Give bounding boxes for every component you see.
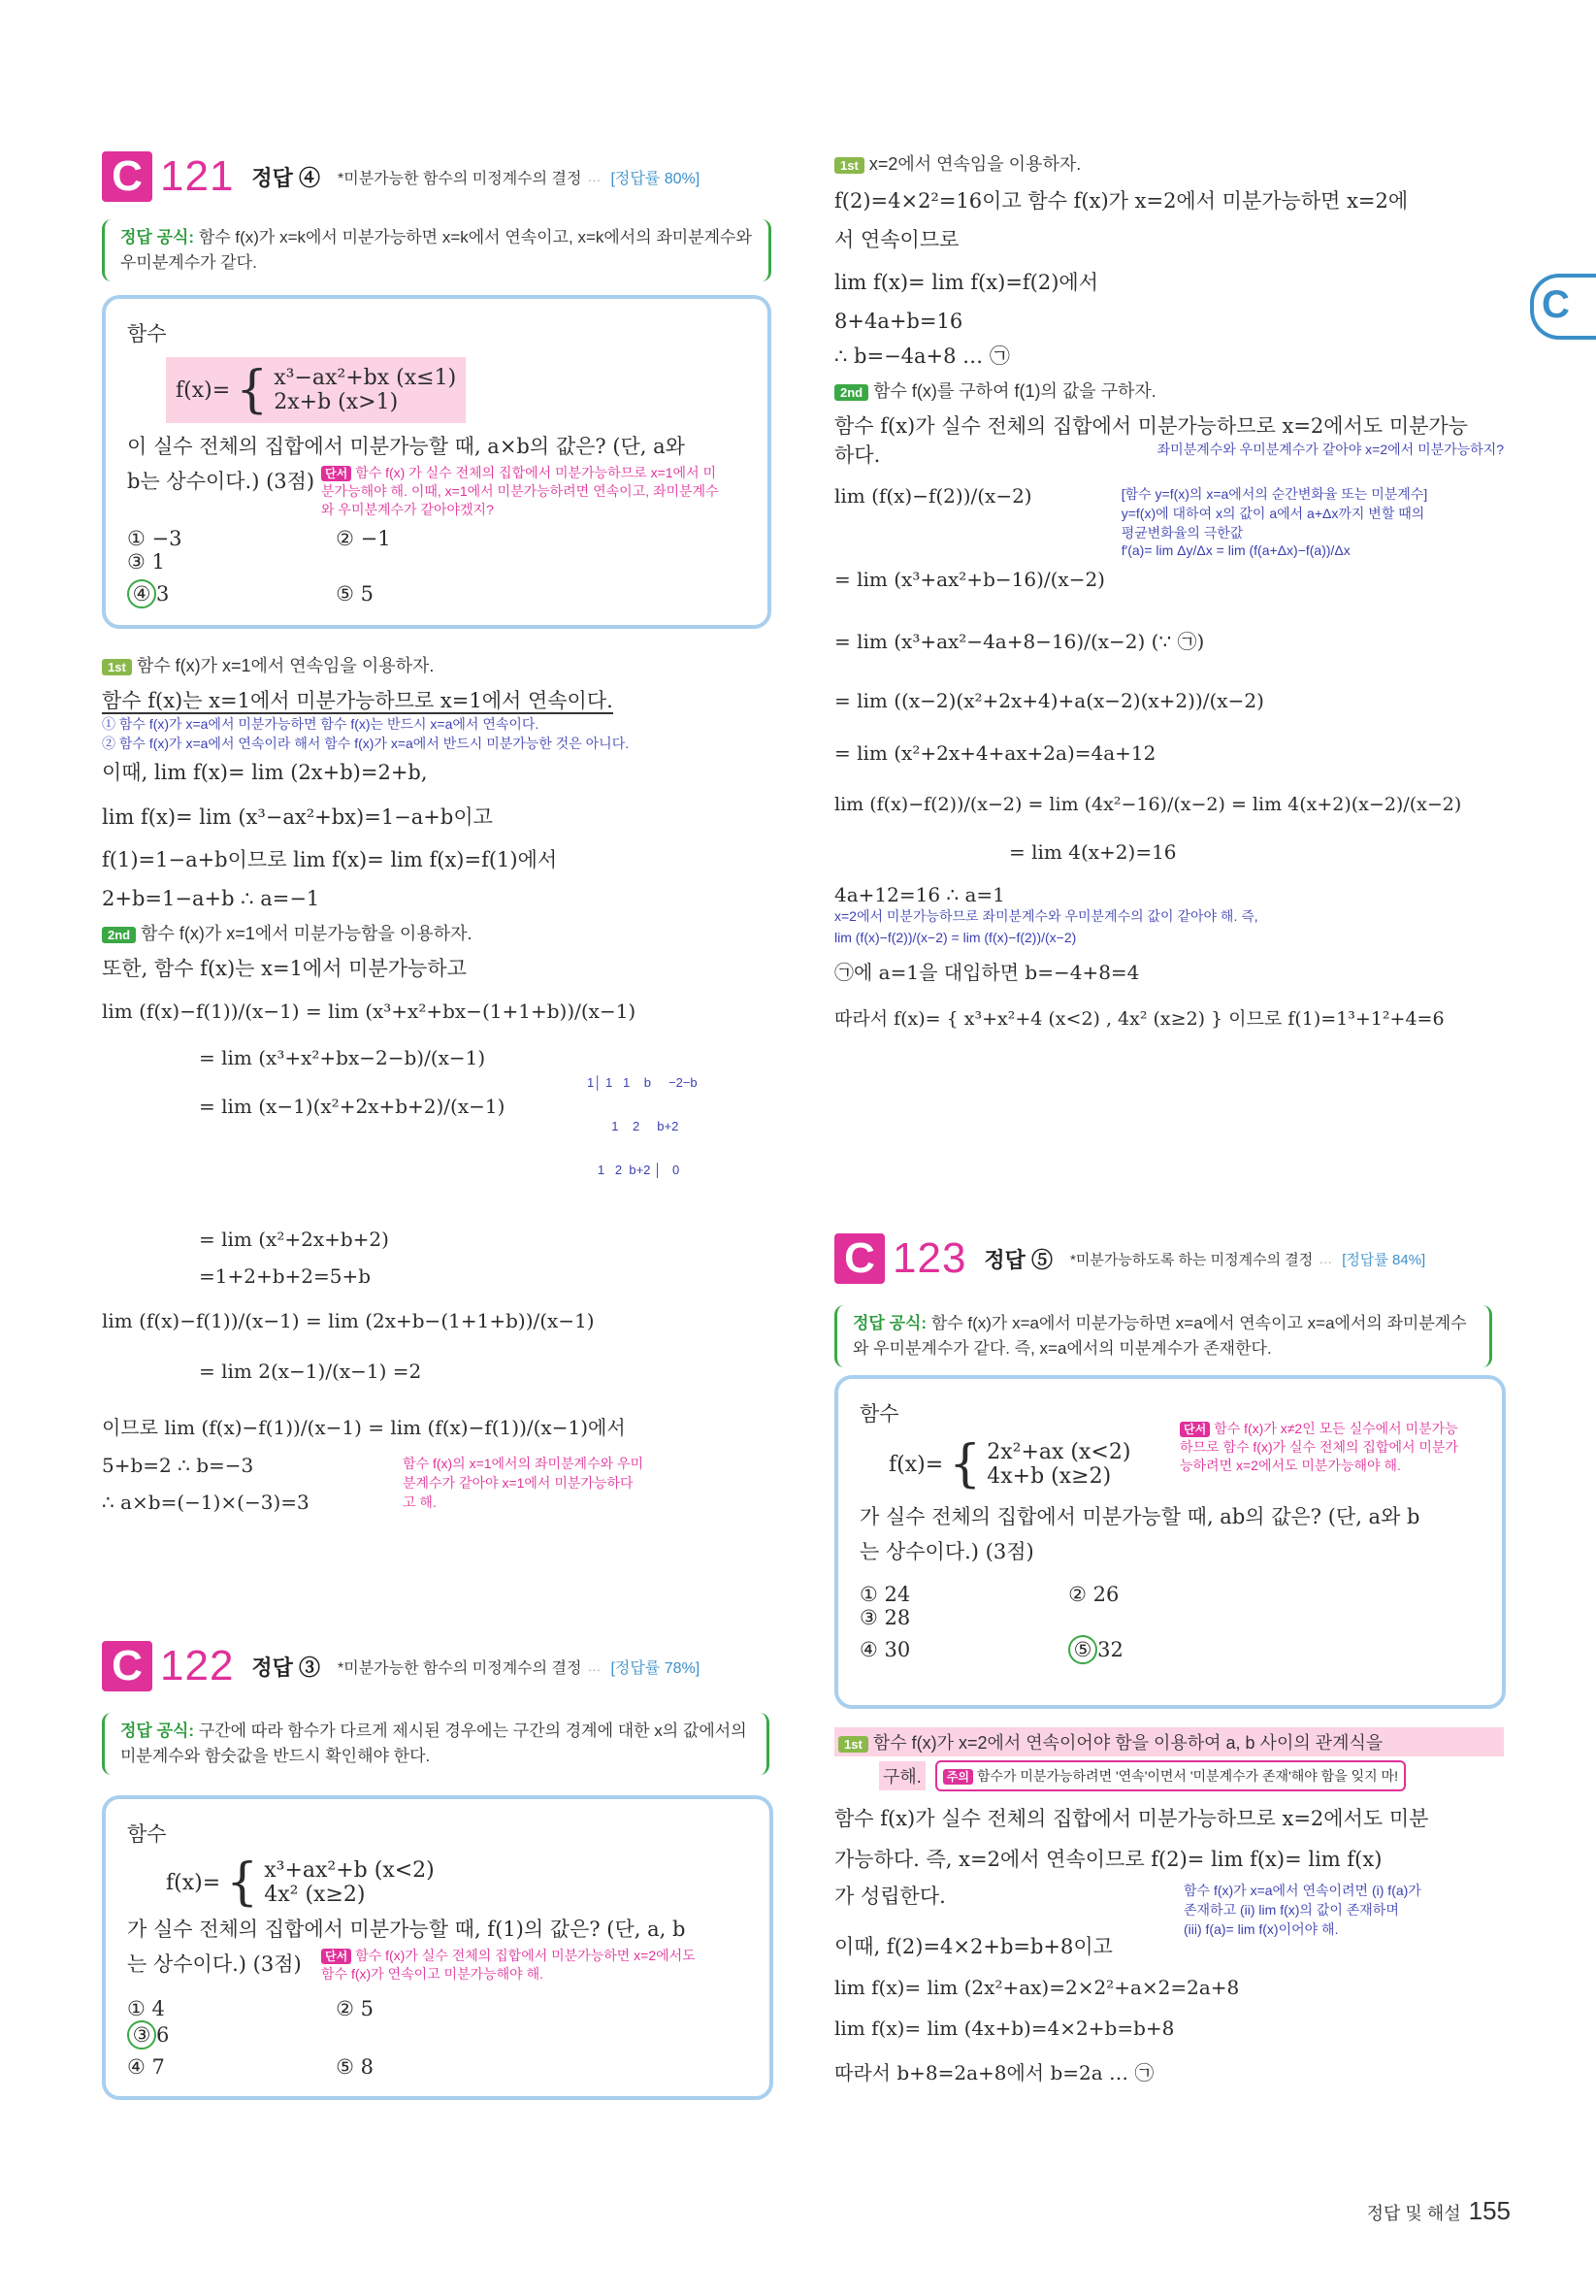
q121-piece1: x³−ax²+bx (x≤1)	[274, 366, 457, 390]
q121-l15: ∴ a×b=(−1)×(−3)=3	[102, 1491, 309, 1514]
q122-r12: = lim (x²+2x+4+ax+2a)=4a+12	[834, 741, 1156, 765]
q123-answer: 정답 ⑤	[984, 1247, 1054, 1272]
q122-badge: C	[102, 1641, 152, 1691]
q122-r15: 4a+12=16 ∴ a=1	[834, 883, 1005, 906]
q123-hint	[1180, 1420, 1461, 1493]
q121-l3: f(1)=1−a+b이므로 lim f(x)= lim f(x)=f(1)에서	[102, 848, 558, 871]
q121-formula-text: 함수 f(x)가 x=k에서 미분가능하면 x=k에서 연속이고, x=k에서의 좌미분계수와 우미분계수가 같다.	[120, 228, 752, 272]
q123-step1b: 구해.	[879, 1761, 926, 1790]
q123-solution	[834, 1727, 1504, 2085]
q123-badge: C	[834, 1233, 885, 1284]
q123-step1: 함수 f(x)가 x=2에서 연속이어야 함을 이용하여 a, b 사이의 관계식을	[872, 1733, 1384, 1753]
q122-answer: 정답 ③	[251, 1655, 321, 1680]
q123-choice-5-value: 32	[1097, 1638, 1124, 1661]
q121-badge: C	[102, 151, 152, 202]
q121-l7: = lim (x³+x²+bx−2−b)/(x−1)	[199, 1046, 486, 1069]
q122-choice-1[interactable]: ① 4	[127, 1997, 165, 2020]
q122-r8n1: [함수 y=f(x)의 x=a에서의 순간변화율 또는 미분계수]	[1121, 486, 1428, 502]
q121-answer: 정답 ④	[251, 165, 321, 190]
page-number: 155	[1468, 2196, 1511, 2225]
q123-header: C 123 정답 ⑤ *미분가능하도록 하는 미정계수의 결정 … [정답률 84%]	[834, 1228, 1425, 1290]
q123-t5: lim f(x)= lim (2x²+ax)=2×2²+a×2=2a+8	[834, 1976, 1240, 1999]
q123-hint-text: 함수 f(x)가 x≠2인 모든 실수에서 미분가능하므로 함수 f(x)가 실수 전체의 집합에서 미분가능하려면 x=2에서도 미분가능해야 해.	[1180, 1421, 1458, 1473]
q122-choice-3[interactable]	[127, 2020, 331, 2050]
q121-hint	[321, 464, 729, 519]
q123-formula-text: 함수 f(x)가 x=a에서 미분가능하면 x=a에서 연속이고 x=a에서의 좌미분계수와 우미분계수가 같다. 즉, x=a에서의 미분계수가 존재한다.	[853, 1314, 1467, 1358]
q121-text1: 이 실수 전체의 집합에서 미분가능할 때, a×b의 값은? (단, a와	[127, 435, 685, 458]
q121-question-box	[102, 295, 771, 629]
q122-hint	[321, 1947, 709, 1984]
q122-choice-5[interactable]: ⑤ 8	[336, 2055, 374, 2079]
q123-t4: 이때, f(2)=4×2+b=b+8이고	[834, 1935, 1113, 1958]
section-c-tab: C	[1530, 274, 1596, 340]
q122-derivative-note	[1122, 484, 1504, 558]
q123-t1: 함수 f(x)가 실수 전체의 집합에서 미분가능하므로 x=2에서도 미분	[834, 1807, 1429, 1830]
q123-text2: 는 상수이다.) (3점)	[860, 1540, 1034, 1563]
q121-end-note: 함수 f(x)의 x=1에서의 좌미분계수와 우미분계수가 같아야 x=1에서 미분가능하다고 해.	[403, 1456, 644, 1510]
q123-question-box	[834, 1375, 1506, 1709]
q122-r1: f(2)=4×2²=16이고 함수 f(x)가 x=2에서 미분가능하면 x=2에	[834, 189, 1409, 213]
q121-step2: 함수 f(x)가 x=1에서 미분가능함을 이용하자.	[141, 924, 472, 943]
q122-r11: = lim ((x−2)(x²+2x+4)+a(x−2)(x+2))/(x−2)	[834, 689, 1264, 712]
q122-r6: 함수 f(x)가 실수 전체의 집합에서 미분가능하므로 x=2에서도 미분가능	[834, 414, 1468, 438]
q122-header: C 122 정답 ③ *미분가능한 함수의 미정계수의 결정 … [정답률 78%]	[102, 1635, 700, 1697]
q122-choice-3-value: 6	[156, 2023, 170, 2047]
q122-formula-label: 정답 공식:	[120, 1722, 195, 1740]
q121-topic: *미분가능한 함수의 미정계수의 결정	[338, 170, 582, 187]
q122-choice-2[interactable]: ② 5	[336, 1997, 374, 2020]
q122-r9: = lim (x³+ax²+b−16)/(x−2)	[834, 568, 1105, 591]
q123-t6: lim f(x)= lim (4x+b)=4×2+b=b+8	[834, 2017, 1175, 2040]
q122-question-box	[102, 1795, 773, 2100]
q121-intro: 함수	[127, 322, 167, 345]
q122-hint-text: 함수 f(x)가 실수 전체의 집합에서 미분가능하면 x=2에서도 함수 f(x)가 연속이고 미분가능해야 해.	[321, 1948, 696, 1982]
q121-synth-row3: 1 2 b+2 │ 0	[587, 1163, 680, 1177]
q122-r5: ∴ b=−4a+8 … ㉠	[834, 344, 1010, 368]
q121-choice-4[interactable]	[127, 579, 331, 608]
q121-l8: = lim (x−1)(x²+2x+b+2)/(x−1)	[199, 1095, 505, 1118]
q121-l6: lim (f(x)−f(1))/(x−1) = lim (x³+x²+bx−(1+1+b))/(x−1)	[102, 1000, 636, 1023]
q121-number: 121	[160, 152, 235, 200]
q122-step2: 함수 f(x)를 구하여 f(1)의 값을 구하자.	[873, 381, 1156, 401]
q122-text2: 는 상수이다.) (3점)	[127, 1952, 302, 1976]
q121-formula-label: 정답 공식:	[120, 228, 195, 246]
q122-hint-tag: 단서	[321, 1949, 351, 1964]
q123-continuity-note	[1184, 1881, 1494, 1960]
q122-formula	[102, 1713, 769, 1775]
q122-fx: f(x)=	[166, 1870, 221, 1895]
q122-r4: 8+4a+b=16	[834, 310, 963, 333]
q122-r8n3: 평균변화율의 극한값	[1121, 525, 1244, 541]
q121-l4: 2+b=1−a+b ∴ a=−1	[102, 887, 320, 910]
q121-choice-4-value: 3	[156, 582, 170, 606]
q123-hint-tag: 단서	[1180, 1422, 1210, 1437]
q122-r15-note2: lim (f(x)−f(2))/(x−2) = lim (f(x)−f(2))/(x−2)	[834, 930, 1077, 945]
q123-piece1: 2x²+ax (x<2)	[987, 1440, 1131, 1464]
q122-r15-note1: x=2에서 미분가능하므로 좌미분계수와 우미분계수의 값이 같아야 해. 즉,	[834, 908, 1258, 924]
q121-solution	[102, 652, 771, 1514]
q122-function: f(x)= { x³+ax²+b (x<2) 4x² (x≥2)	[166, 1853, 435, 1912]
page-footer	[1367, 2196, 1511, 2226]
q121-fx: f(x)=	[176, 377, 231, 403]
q121-synth-row2: 1 2 b+2	[587, 1119, 679, 1133]
q121-note1: ① 함수 f(x)가 x=a에서 미분가능하면 함수 f(x)는 반드시 x=a에서 연속이다.	[102, 716, 539, 732]
q122-rate: [정답률 78%]	[610, 1659, 700, 1677]
q121-step2-tag: 2nd	[102, 927, 136, 943]
q121-correct-mark: ④	[127, 579, 156, 608]
q121-l1: 이때, lim f(x)= lim (2x+b)=2+b,	[102, 761, 428, 784]
q121-l2: lim f(x)= lim (x³−ax²+bx)=1−a+b이고	[102, 805, 493, 829]
q121-text2: b는 상수이다.) (3점)	[127, 470, 315, 493]
q122-piece2: 4x² (x≥2)	[264, 1883, 366, 1907]
q123-caution-tag: 주의	[943, 1769, 973, 1785]
q121-choice-3[interactable]: ③ 1	[127, 550, 165, 574]
q123-fx: f(x)=	[889, 1452, 944, 1477]
q121-note2: ② 함수 f(x)가 x=a에서 연속이라 해서 함수 f(x)가 x=a에서 반드시 미분가능한 것은 아니다.	[102, 736, 630, 751]
q123-caution	[935, 1760, 1406, 1791]
q121-l9: = lim (x²+2x+b+2)	[199, 1228, 389, 1251]
q121-l12: = lim 2(x−1)/(x−1) =2	[199, 1360, 422, 1383]
q123-formula-label: 정답 공식:	[853, 1314, 928, 1332]
q123-intro: 함수	[860, 1402, 899, 1426]
q122-step2-tag: 2nd	[834, 384, 868, 401]
q121-step1: 함수 f(x)가 x=1에서 연속임을 이용하자.	[136, 656, 435, 675]
q122-r17: 따라서 f(x)= { x³+x²+4 (x<2) , 4x² (x≥2) } 이므로 f(1)=1³+1²+4=6	[834, 1008, 1445, 1030]
q121-hint-tag: 단서	[321, 466, 351, 481]
q122-r10: = lim (x³+ax²−4a+8−16)/(x−2) (∵ ㉠)	[834, 630, 1205, 653]
q121-l10: =1+2+b+2=5+b	[199, 1264, 372, 1288]
q122-intro: 함수	[127, 1822, 167, 1846]
q123-t3n1: 함수 f(x)가 x=a에서 연속이려면 (i) f(a)가	[1184, 1883, 1421, 1898]
q123-piece2: 4x+b (x≥2)	[987, 1464, 1112, 1489]
q123-topic: *미분가능하도록 하는 미정계수의 결정	[1070, 1251, 1314, 1268]
q121-synth-row1: 1│ 1 1 b −2−b	[587, 1075, 698, 1090]
q121-synthetic-division	[587, 1046, 698, 1206]
q122-r6-note: 좌미분계수와 우미분계수가 같아야 x=2에서 미분가능하지?	[1156, 442, 1504, 457]
q122-text1: 가 실수 전체의 집합에서 미분가능할 때, f(1)의 값은? (단, a, b	[127, 1918, 686, 1941]
right-column	[834, 150, 1504, 2084]
q122-r8n4: f′(a)= lim Δy/Δx = lim (f(a+Δx)−f(a))/Δx	[1121, 542, 1351, 558]
q123-function: f(x)= { 2x²+ax (x<2) 4x+b (x≥2)	[889, 1435, 1131, 1493]
q122-r7: 하다.	[834, 443, 881, 467]
q123-choice-4[interactable]: ④ 30	[860, 1638, 911, 1661]
q123-t3n3: (iii) f(a)= lim f(x)이어야 해.	[1184, 1921, 1339, 1937]
left-column	[102, 146, 771, 2079]
q121-hint-text: 함수 f(x) 가 실수 전체의 집합에서 미분가능하므로 x=1에서 미분가능해야 해. 이때, x=1에서 미분가능하려면 연속이고, 좌미분계수와 우미분계수가 같아야겠지?	[321, 465, 719, 517]
q122-r14: = lim 4(x+2)=16	[1009, 840, 1177, 864]
q122-formula-text: 구간에 따라 함수가 다르게 제시된 경우에는 구간의 경계에 대한 x의 값에서의 미분계수와 함숫값을 반드시 확인해야 한다.	[120, 1722, 747, 1765]
q121-l11: lim (f(x)−f(1))/(x−1) = lim (2x+b−(1+1+b))/(x−1)	[102, 1309, 595, 1332]
q122-r2: 서 연속이므로	[834, 228, 960, 251]
q122-choice-4[interactable]: ④ 7	[127, 2055, 165, 2079]
q121-rate: [정답률 80%]	[610, 170, 700, 187]
q121-l5: 또한, 함수 f(x)는 x=1에서 미분가능하고	[102, 957, 467, 980]
q121-choice-5[interactable]: ⑤ 5	[336, 582, 374, 606]
q122-r13: lim (f(x)−f(2))/(x−2) = lim (4x²−16)/(x−2) = lim 4(x+2)(x−2)/(x−2)	[834, 794, 1462, 815]
q122-topic: *미분가능한 함수의 미정계수의 결정	[338, 1659, 582, 1677]
q123-t2: 가능하다. 즉, x=2에서 연속이므로 f(2)= lim f(x)= lim f(x)	[834, 1848, 1383, 1871]
q122-r8n2: y=f(x)에 대하여 x의 값이 a에서 a+Δx까지 변할 때의	[1121, 506, 1425, 521]
q122-number: 122	[160, 1642, 235, 1689]
q121-function: f(x)= { x³−ax²+bx (x≤1) 2x+b (x>1)	[166, 357, 466, 423]
q123-number: 123	[893, 1234, 967, 1282]
q123-choice-3[interactable]: ③ 28	[860, 1606, 911, 1629]
q122-step1-tag: 1st	[834, 157, 864, 174]
q122-r3: lim f(x)= lim f(x)=f(2)에서	[834, 271, 1099, 294]
q123-correct-mark: ⑤	[1068, 1635, 1097, 1664]
q122-r16: ㉠에 a=1을 대입하면 b=−4+8=4	[834, 961, 1140, 984]
q122-step1: x=2에서 연속임을 이용하자.	[868, 154, 1082, 174]
q123-choice-5[interactable]	[1068, 1635, 1272, 1664]
q121-choice-2[interactable]: ② −1	[336, 527, 391, 550]
q123-rate: [정답률 84%]	[1342, 1251, 1426, 1268]
q121-header: C 121 정답 ④ *미분가능한 함수의 미정계수의 결정 … [정답률 80%]	[102, 146, 771, 208]
q122-r8: lim (f(x)−f(2))/(x−2)	[834, 484, 1032, 508]
q123-t7: 따라서 b+8=2a+8에서 b=2a … ㉠	[834, 2061, 1155, 2084]
footer-label: 정답 및 해설	[1366, 2204, 1461, 2223]
q121-piece2: 2x+b (x>1)	[274, 390, 399, 414]
q123-t3: 가 성립한다.	[834, 1885, 946, 1908]
q121-step1-tag: 1st	[102, 659, 132, 675]
q123-choice-1[interactable]: ① 24	[860, 1583, 911, 1606]
q122-piece1: x³+ax²+b (x<2)	[264, 1858, 435, 1883]
q121-choice-1[interactable]: ① −3	[127, 527, 182, 550]
q123-formula	[834, 1305, 1492, 1367]
q121-s1: 함수 f(x)는 x=1에서 미분가능하므로 x=1에서 연속이다.	[102, 689, 613, 712]
q121-l14: 5+b=2 ∴ b=−3	[102, 1454, 254, 1477]
q123-caution-text: 함수가 미분가능하려면 '연속'이면서 '미분계수가 존재'해야 함을 잊지 마!	[976, 1768, 1398, 1784]
q123-t3n2: 존재하고 (ii) lim f(x)의 값이 존재하며	[1184, 1902, 1399, 1918]
q121-formula	[102, 219, 771, 281]
q121-l13: 이므로 lim (f(x)−f(1))/(x−1) = lim (f(x)−f(1))/(x−1)에서	[102, 1416, 626, 1439]
q123-text1: 가 실수 전체의 집합에서 미분가능할 때, ab의 값은? (단, a와 b	[860, 1505, 1420, 1528]
q123-step1-tag: 1st	[838, 1736, 868, 1753]
q123-choice-2[interactable]: ② 26	[1068, 1583, 1120, 1606]
q122-correct-mark: ③	[127, 2020, 156, 2050]
